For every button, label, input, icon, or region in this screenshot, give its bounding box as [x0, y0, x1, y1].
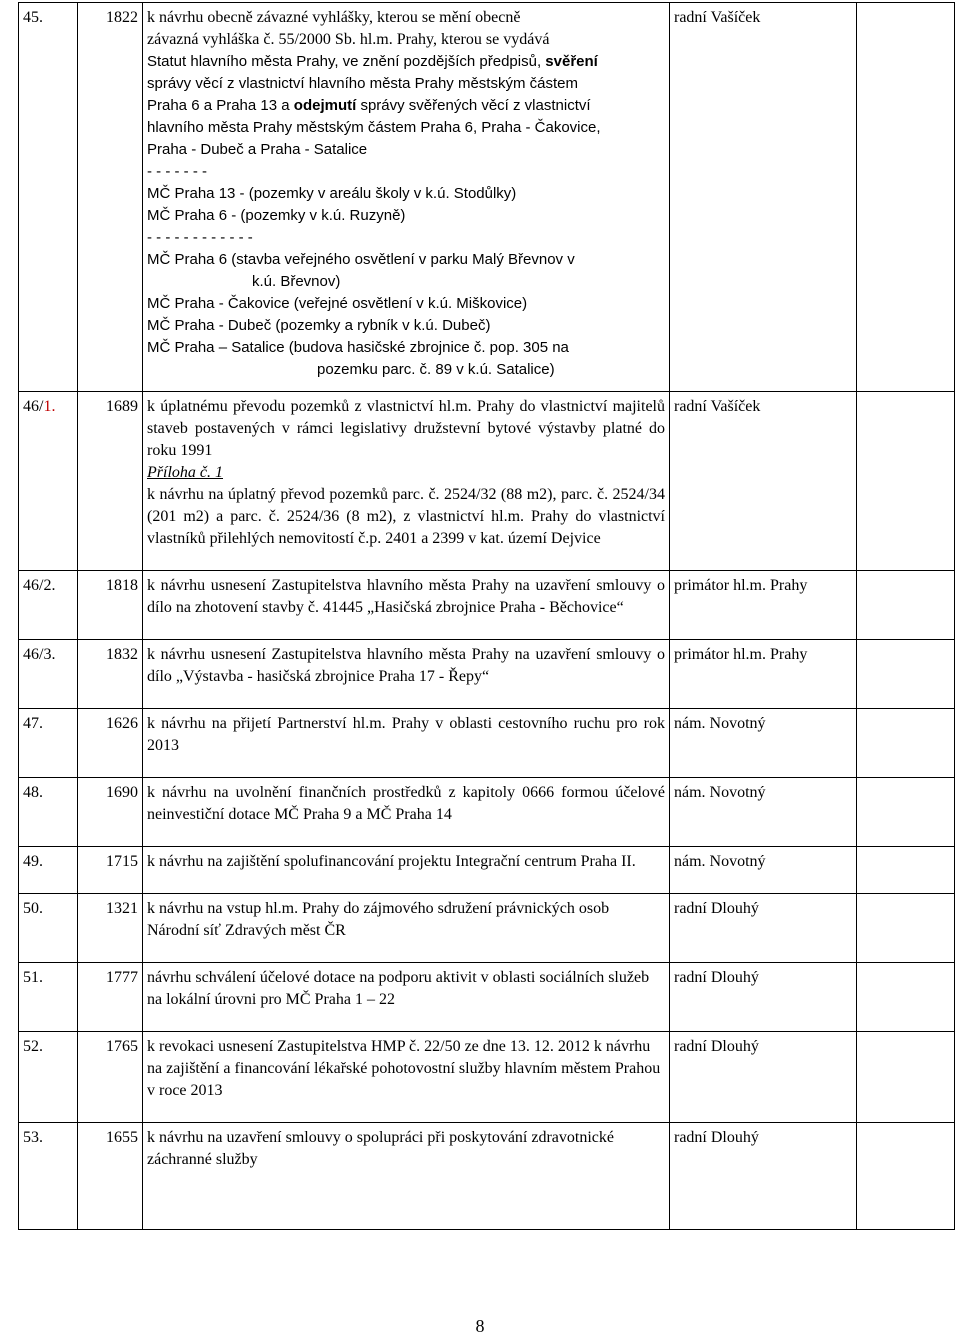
empty-cell — [857, 778, 955, 847]
presenter: primátor hl.m. Prahy — [670, 640, 857, 709]
item-number: 47. — [19, 709, 78, 778]
item-id: 1777 — [78, 963, 143, 1032]
text-line: Statut hlavního města Prahy, ve znění pozdějších předpisů, svěření — [147, 53, 598, 70]
item-id: 1765 — [78, 1032, 143, 1123]
empty-cell — [857, 963, 955, 1032]
text-line: MČ Praha 13 - (pozemky v areálu školy v k.ú. Stodůlky) — [147, 185, 517, 202]
item-text: k návrhu na přijetí Partnerství hl.m. Prahy v oblasti cestovního ruchu pro rok 2013 — [143, 709, 670, 778]
item-number: 48. — [19, 778, 78, 847]
agenda-row — [19, 392, 955, 571]
text-block: k úplatnému převodu pozemků z vlastnictví hl.m. Prahy do vlastnictví majitelů staveb postavených v rámci legislativy družstevní bytové výstavby platné do roku 1991 — [147, 398, 665, 459]
item-id: 1822 — [78, 3, 143, 392]
agenda-row — [19, 1032, 955, 1123]
item-number: 51. — [19, 963, 78, 1032]
separator: - - - - - - - - - - - - — [147, 229, 253, 246]
presenter: radní Dlouhý — [670, 894, 857, 963]
item-id: 1321 — [78, 894, 143, 963]
presenter: nám. Novotný — [670, 847, 857, 894]
item-text: k návrhu usnesení Zastupitelstva hlavního města Prahy na uzavření smlouvy o dílo „Výstavba - hasičská zbrojnice Praha 17 - Řepy“ — [143, 640, 670, 709]
item-text — [143, 3, 670, 392]
text-line: MČ Praha - Dubeč (pozemky a rybník v k.ú. Dubeč) — [147, 317, 491, 334]
empty-cell — [857, 894, 955, 963]
item-text: k návrhu usnesení Zastupitelstva hlavního města Prahy na uzavření smlouvy o dílo na zhotovení stavby č. 41445 „Hasičská zbrojnice Praha - Běchovice“ — [143, 571, 670, 640]
agenda-row — [19, 963, 955, 1032]
presenter: radní Dlouhý — [670, 1032, 857, 1123]
item-number: 53. — [19, 1123, 78, 1230]
text-line: Praha 6 a Praha 13 a odejmutí správy svěřených věcí z vlastnictví — [147, 97, 591, 114]
empty-cell — [857, 3, 955, 392]
agenda-row — [19, 3, 955, 392]
item-id: 1626 — [78, 709, 143, 778]
presenter: radní Dlouhý — [670, 963, 857, 1032]
item-text: k návrhu na uvolnění finančních prostředků z kapitoly 0666 formou účelové neinvestiční dotace MČ Praha 9 a MČ Praha 14 — [143, 778, 670, 847]
item-text: k návrhu na zajištění spolufinancování projektu Integrační centrum Praha II. — [143, 847, 670, 894]
empty-cell — [857, 392, 955, 571]
text-line: hlavního města Prahy městským částem Praha 6, Praha - Čakovice, — [147, 119, 601, 136]
text-line: k návrhu obecně závazné vyhlášky, kterou se mění obecně — [147, 9, 521, 26]
text-line: pozemku parc. č. 89 v k.ú. Satalice) — [317, 361, 555, 378]
item-number: 46/1. — [19, 392, 78, 571]
separator: - - - - - - - — [147, 163, 207, 180]
item-text: k revokaci usnesení Zastupitelstva HMP č. 22/50 ze dne 13. 12. 2012 k návrhu na zajištění a financování lékařské pohotovostní služby hlavním městem Prahou v roce 2013 — [143, 1032, 670, 1123]
text-line: Praha - Dubeč a Praha - Satalice — [147, 141, 368, 158]
empty-cell — [857, 640, 955, 709]
text-block: k návrhu na úplatný převod pozemků parc. č. 2524/32 (88 m2), parc. č. 2524/34 (201 m2) a parc. č. 2524/36 (8 m2), z vlastnictví hl.m. Prahy do vlastnictví vlastníků přilehlých nemovitostí č.p. 2401 a 2399 v kat. území Dejvice — [147, 486, 665, 547]
presenter: radní Vašíček — [670, 3, 857, 392]
item-number: 45. — [19, 3, 78, 392]
text-line: k.ú. Břevnov) — [252, 273, 341, 290]
agenda-table — [18, 2, 955, 1230]
item-text — [143, 392, 670, 571]
agenda-row — [19, 1123, 955, 1230]
presenter: nám. Novotný — [670, 778, 857, 847]
text-line: závazná vyhláška č. 55/2000 Sb. hl.m. Prahy, kterou se vydává — [147, 31, 550, 48]
item-number: 52. — [19, 1032, 78, 1123]
page-number: 8 — [475, 1316, 485, 1336]
agenda-row — [19, 894, 955, 963]
empty-cell — [857, 1123, 955, 1230]
item-id: 1655 — [78, 1123, 143, 1230]
item-id: 1689 — [78, 392, 143, 571]
attachment-link[interactable]: Příloha č. 1 — [147, 464, 223, 481]
statut-block — [147, 51, 665, 381]
agenda-row — [19, 778, 955, 847]
item-id: 1715 — [78, 847, 143, 894]
presenter: radní Vašíček — [670, 392, 857, 571]
text-line: správy věcí z vlastnictví hlavního města Prahy městským částem — [147, 75, 578, 92]
text-line: MČ Praha - Čakovice (veřejné osvětlení v k.ú. Miškovice) — [147, 295, 528, 312]
presenter: nám. Novotný — [670, 709, 857, 778]
empty-cell — [857, 1032, 955, 1123]
empty-cell — [857, 847, 955, 894]
item-number: 49. — [19, 847, 78, 894]
text-line: MČ Praha 6 (stavba veřejného osvětlení v parku Malý Břevnov v — [147, 251, 575, 268]
text-line: MČ Praha – Satalice (budova hasičské zbrojnice č. pop. 305 na — [147, 339, 569, 356]
bold-term: odejmutí — [293, 97, 357, 114]
item-id: 1690 — [78, 778, 143, 847]
presenter: radní Dlouhý — [670, 1123, 857, 1230]
item-id: 1832 — [78, 640, 143, 709]
presenter: primátor hl.m. Prahy — [670, 571, 857, 640]
item-number: 46/3. — [19, 640, 78, 709]
item-text: k návrhu na vstup hl.m. Prahy do zájmového sdružení právnických osob Národní síť Zdravých měst ČR — [143, 894, 670, 963]
empty-cell — [857, 571, 955, 640]
agenda-row — [19, 847, 955, 894]
text-line: MČ Praha 6 - (pozemky v k.ú. Ruzyně) — [147, 207, 406, 224]
item-number: 46/2. — [19, 571, 78, 640]
item-number: 50. — [19, 894, 78, 963]
agenda-row — [19, 640, 955, 709]
empty-cell — [857, 709, 955, 778]
bold-term: svěření — [545, 53, 598, 70]
item-text: k návrhu na uzavření smlouvy o spolupráci při poskytování zdravotnické záchranné služby — [143, 1123, 670, 1230]
item-id: 1818 — [78, 571, 143, 640]
agenda-row — [19, 709, 955, 778]
agenda-row — [19, 571, 955, 640]
item-text: návrhu schválení účelové dotace na podporu aktivit v oblasti sociálních služeb na lokální úrovni pro MČ Praha 1 – 22 — [143, 963, 670, 1032]
